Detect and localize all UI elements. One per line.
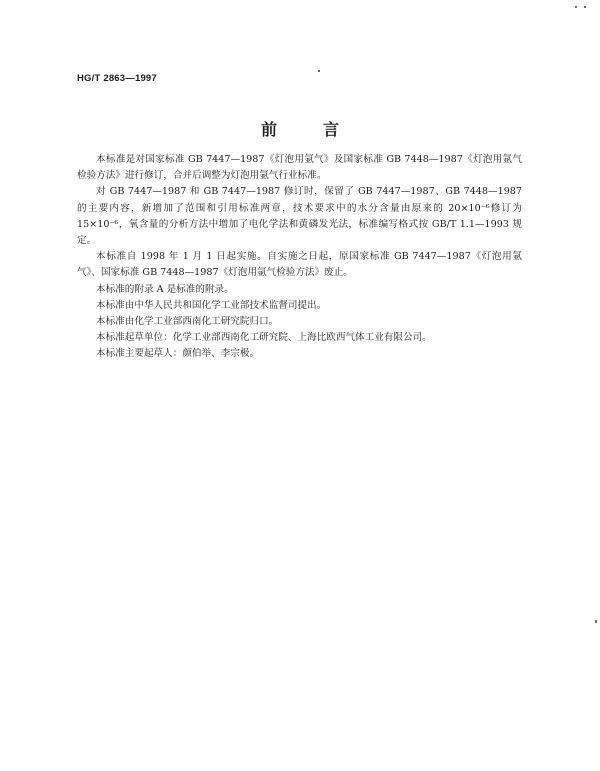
foreword-body (77, 152, 522, 363)
paragraph-appendix: 本标准的附录 A 是标准的附录。 (96, 283, 234, 295)
standard-code: HG/T 2863—1997 (77, 73, 157, 84)
paragraph-drafters: 本标准主要起草人：颜伯举、李宗极。 (96, 348, 260, 360)
paragraph-revision-basis: 本标准是对国家标准 GB 7447—1987《灯泡用氩气》及国家标准 GB 7448—1987《灯泡用氩气检验方法》进行修订，合并后调整为灯泡用氩气行业标准。 (77, 154, 522, 182)
scan-speck (584, 6, 586, 8)
paragraph-effective-date: 本标准自 1998 年 1 月 1 日起实施。自实施之日起，原国家标准 GB 7447—1987《灯泡用氩气》、国家标准 GB 7448—1987《灯泡用氩气检验方法》废止。 (77, 251, 522, 279)
paragraph-centralized-unit: 本标准由化学工业部西南化工研究院归口。 (96, 316, 279, 328)
paragraph-revision-changes: 对 GB 7447—1987 和 GB 7447—1987 修订时，保留了 GB 7447—1987、GB 7448—1987 的主要内容，新增加了范围和引用标准两章，技术要求中的水分含量由原来的 20×10⁻⁶修订为 15×10⁻⁶，氧含量的分析方法中增加了电化学法和黄磷发光法，标准编写格式按 GB/T 1.1—1993 规定。 (77, 186, 522, 247)
paragraph-proposer: 本标准由中华人民共和国化学工业部技术监督司提出。 (96, 299, 327, 311)
page-title: 前言 (260, 120, 385, 139)
scan-speck (318, 70, 320, 72)
scan-speck (575, 6, 577, 8)
paragraph-drafting-units: 本标准起草单位：化学工业部西南化工研究院、上海比欧西气体工业有限公司。 (96, 332, 432, 344)
scan-speck (595, 620, 597, 623)
